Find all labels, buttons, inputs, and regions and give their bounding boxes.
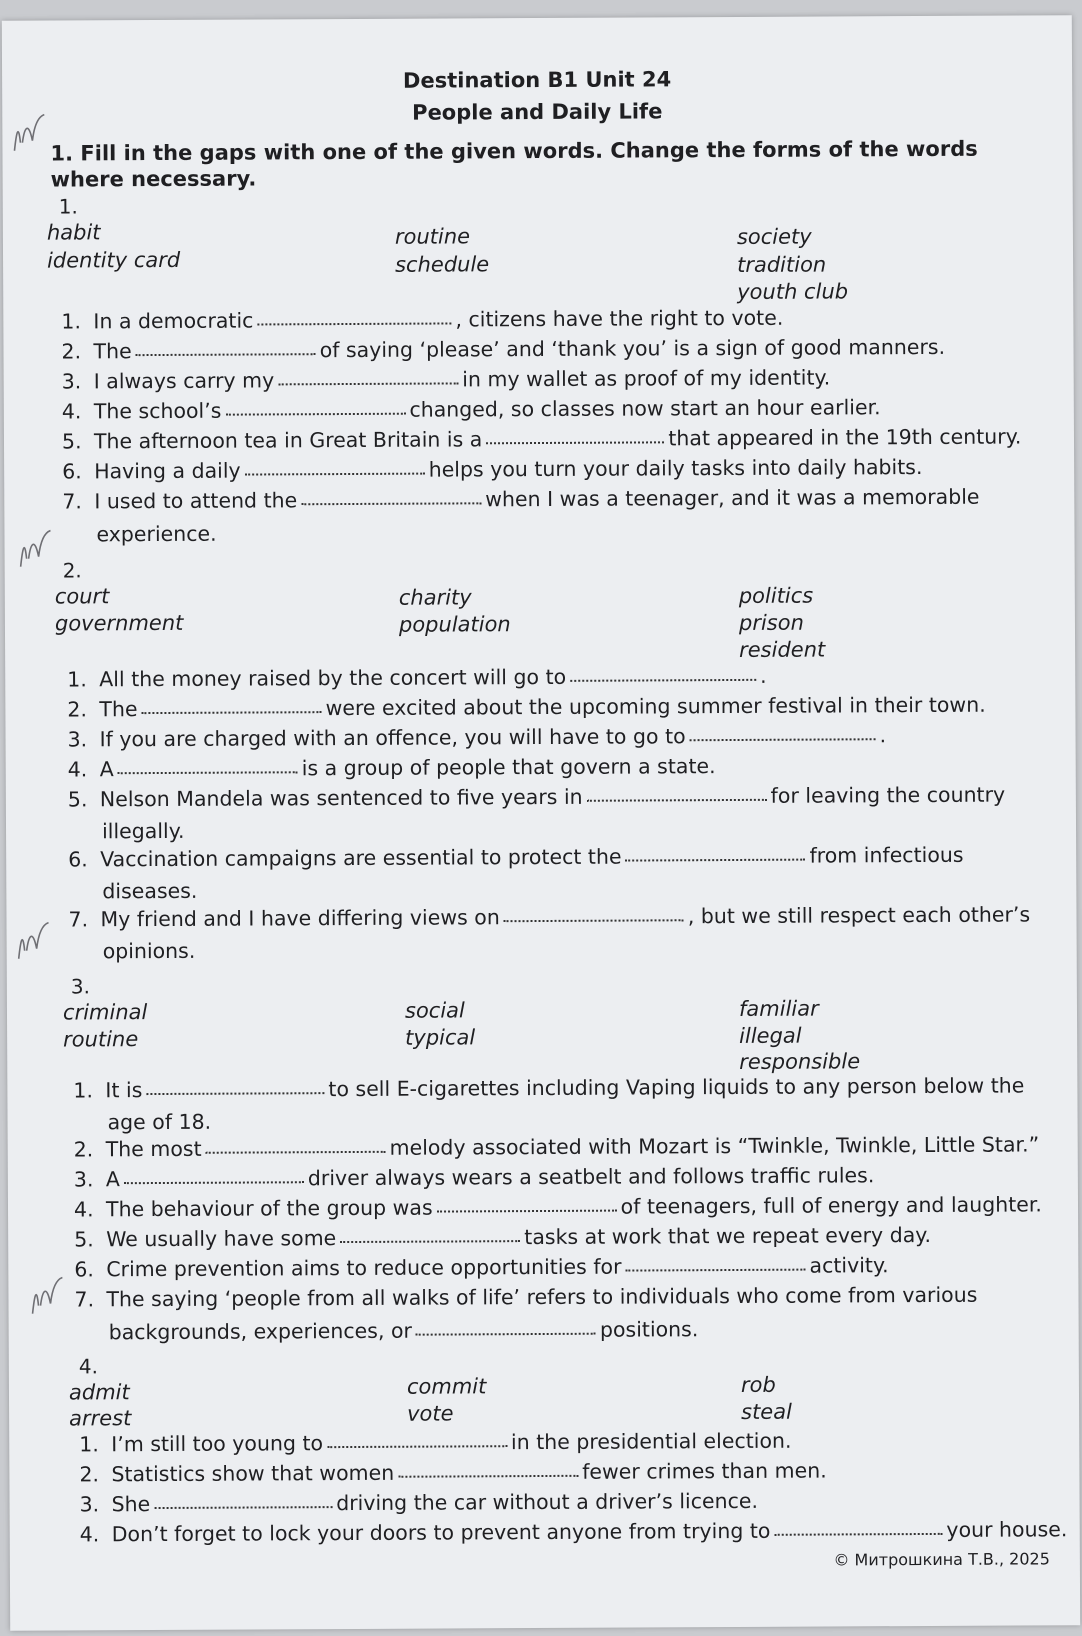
sentence-text-after: , citizens have the right to vote.: [455, 305, 784, 332]
sentence-number: 4.: [73, 1197, 94, 1222]
task-instruction: 1. Fill in the gaps with one of the given words. Change the forms of the words where necessary.: [50, 136, 978, 192]
answer-gap[interactable]: [327, 1445, 507, 1448]
sentence-text-after: in the presidential election.: [510, 1428, 792, 1455]
word-bank-item: responsible: [739, 1049, 861, 1074]
section-number: 3.: [70, 974, 91, 999]
sentence-continuation: experience.: [96, 521, 217, 547]
sentence-number: 2.: [61, 339, 82, 364]
answer-gap[interactable]: [206, 1151, 386, 1154]
sentence: [79, 1487, 758, 1520]
sentence-text-before: Nelson Mandela was sentenced to five years in: [99, 784, 583, 812]
answer-gap[interactable]: [154, 1506, 332, 1509]
answer-gap[interactable]: [124, 1181, 304, 1184]
section-number: 2.: [62, 558, 82, 583]
word-bank-item: charity: [398, 585, 472, 610]
word-bank-item: tradition: [737, 252, 827, 277]
sentence-number: 6.: [74, 1257, 94, 1282]
sentence-text-before: I always carry my: [93, 368, 275, 394]
sentence-text-after: changed, so classes now start an hour earlier.: [409, 395, 881, 422]
worksheet-subtitle: People and Daily Life: [412, 99, 663, 125]
sentence-text-before: She: [111, 1492, 151, 1517]
word-bank-item: admit: [68, 1380, 130, 1405]
sentence: [67, 662, 767, 695]
answer-gap[interactable]: [146, 1092, 324, 1095]
sentence: [62, 363, 831, 396]
sentence: [67, 691, 985, 725]
sentence: [74, 1130, 1040, 1164]
sentence-text-after: when I was a teenager, and it was a memorable: [485, 484, 980, 512]
word-bank-item: identity card: [46, 247, 181, 273]
sentence: [61, 333, 945, 367]
sentence: [79, 1457, 826, 1490]
sentence-number: 7.: [74, 1287, 95, 1312]
sentence: [74, 1251, 888, 1284]
answer-gap[interactable]: [142, 711, 322, 714]
worksheet-page: [2, 15, 1080, 1631]
answer-gap[interactable]: [136, 353, 316, 356]
word-bank-item: government: [54, 610, 184, 636]
sentence-text-before: The: [93, 339, 132, 364]
sentence-text-after: , but we still respect each other’s: [687, 902, 1031, 929]
answer-gap[interactable]: [225, 413, 405, 416]
sentence-text-after: were excited about the upcoming summer festival in their town.: [325, 692, 986, 721]
sentence: [61, 304, 783, 337]
sentence-text-before: I used to attend the: [94, 488, 298, 514]
answer-gap[interactable]: [486, 441, 664, 444]
sentence-text-after: driver always wears a seatbelt and follows traffic rules.: [307, 1163, 875, 1191]
sentence-text-before: We usually have some: [106, 1226, 337, 1252]
sentence-text-after: your house.: [946, 1517, 1068, 1542]
sentence-text-before: Statistics show that women: [111, 1460, 395, 1487]
sentence-number: 2.: [67, 697, 88, 722]
word-bank-item: social: [404, 998, 465, 1023]
answer-gap[interactable]: [257, 322, 451, 325]
sentence: [68, 900, 1030, 934]
sentence-number: 1.: [61, 309, 81, 334]
sentence: [80, 1515, 1068, 1549]
sentence-text-before: Crime prevention aims to reduce opportunities for: [106, 1254, 622, 1282]
sentence-text-before: backgrounds, experiences, or: [108, 1318, 413, 1345]
sentence-text-after: of teenagers, full of energy and laughter.: [620, 1192, 1042, 1219]
word-bank-item: vote: [407, 1401, 454, 1426]
sentence-text-before: The behaviour of the group was: [105, 1195, 433, 1222]
sentence: [73, 1071, 1024, 1105]
sentence-number: 3.: [67, 727, 88, 752]
sentence-number: 5.: [61, 429, 82, 454]
sentence-text-before: The: [99, 697, 138, 722]
sentence-continuation: diseases.: [102, 878, 198, 904]
sentence: [74, 1221, 931, 1254]
sentence-number: 4.: [79, 1522, 100, 1547]
answer-gap[interactable]: [245, 473, 425, 476]
sentence: [79, 1427, 791, 1460]
sentence-text-after: melody associated with Mozart is “Twinkle, Twinkle, Little Star.”: [389, 1132, 1040, 1160]
sentence-text-before: The saying ‘people from all walks of life’ refers to individuals who come from various: [106, 1282, 978, 1312]
answer-gap[interactable]: [416, 1333, 596, 1336]
sentence: [74, 1161, 875, 1194]
sentence: [62, 483, 979, 517]
sentence-text-after: activity.: [809, 1253, 889, 1278]
sentence: [62, 422, 1022, 456]
sentence-number: 6.: [62, 459, 82, 484]
sentence-text-after: driving the car without a driver’s licence.: [336, 1488, 759, 1516]
sentence-number: 7.: [68, 907, 89, 932]
answer-gap[interactable]: [437, 1210, 617, 1213]
word-bank-item: familiar: [738, 996, 819, 1021]
section-number: 1.: [58, 194, 78, 219]
sentence-text-before: It is: [105, 1078, 143, 1103]
sentence: [62, 453, 922, 487]
sentence-text-before: All the money raised by the concert will go to: [99, 664, 567, 692]
word-bank-item: criminal: [62, 1000, 148, 1025]
sentence-text-after: .: [760, 663, 767, 688]
sentence: [68, 781, 1005, 815]
sentence-number: 3.: [73, 1167, 94, 1192]
sentence-text-after: of saying ‘please’ and ‘thank you’ is a sign of good manners.: [319, 334, 946, 363]
word-bank-item: habit: [46, 220, 101, 245]
sentence-text-after: to sell E-cigarettes including Vaping liquids to any person below the: [328, 1073, 1025, 1102]
sentence-text-after: in my wallet as proof of my identity.: [462, 365, 831, 392]
sentence-number: 6.: [68, 847, 88, 872]
sentence-text-before: The most: [105, 1136, 202, 1162]
sentence-continuation: age of 18.: [107, 1109, 212, 1135]
word-bank-item: commit: [406, 1374, 487, 1399]
sentence-number: 4.: [67, 757, 88, 782]
sentence: [74, 1281, 977, 1315]
sentence-continuation: opinions.: [102, 938, 196, 964]
answer-gap[interactable]: [301, 502, 481, 505]
sentence: [67, 721, 886, 754]
sentence: [74, 1190, 1042, 1224]
sentence-continuation: [109, 1317, 699, 1344]
sentence-text-before: Don’t forget to lock your doors to prevent anyone from trying to: [111, 1518, 771, 1547]
sentence-number: 7.: [62, 489, 82, 514]
pencil-mark-3: [15, 921, 55, 961]
word-bank-item: steal: [741, 1399, 792, 1424]
word-bank-item: illegal: [739, 1023, 802, 1048]
sentence-number: 2.: [79, 1462, 100, 1487]
answer-gap[interactable]: [504, 919, 684, 922]
pencil-mark-2: [16, 529, 56, 569]
sentence: [68, 841, 963, 875]
sentence-text-before: A: [99, 757, 114, 782]
sentence-text-before: Vaccination campaigns are essential to protect the: [100, 844, 622, 872]
sentence-text-before: My friend and I have differing views on: [100, 905, 500, 932]
word-bank-item: prison: [738, 610, 804, 635]
copyright-footer: © Митрошкина Т.В., 2025: [833, 1549, 1050, 1570]
sentence: [68, 752, 716, 784]
word-bank-item: population: [398, 612, 511, 637]
sentence-number: 5.: [74, 1227, 94, 1252]
word-bank-item: society: [736, 224, 812, 249]
sentence-continuation: illegally.: [101, 818, 185, 844]
sentence-text-after: .: [879, 723, 887, 748]
pencil-mark-4: [28, 1275, 68, 1315]
word-bank-item: arrest: [69, 1406, 132, 1431]
sentence-text-before: I’m still too young to: [111, 1431, 324, 1457]
sentence-text-before: The afternoon tea in Great Britain is a: [93, 427, 483, 454]
sentence-text-after: helps you turn your daily tasks into daily habits.: [428, 454, 923, 482]
sentence-number: 5.: [67, 787, 88, 812]
word-bank-item: schedule: [395, 252, 490, 277]
sentence-text-after: is a group of people that govern a state.: [301, 754, 716, 781]
answer-gap[interactable]: [626, 1269, 806, 1272]
sentence-number: 2.: [73, 1137, 94, 1162]
sentence-text-before: A: [105, 1167, 120, 1192]
pencil-mark-1: [10, 113, 50, 153]
sentence-number: 3.: [61, 369, 82, 394]
word-bank-item: rob: [740, 1372, 776, 1397]
word-bank-item: resident: [739, 637, 826, 662]
answer-gap[interactable]: [340, 1240, 520, 1243]
section-number: 4.: [78, 1354, 98, 1379]
word-bank-item: routine: [63, 1027, 139, 1052]
word-bank-item: court: [54, 584, 110, 609]
sentence-number: 4.: [61, 399, 82, 424]
sentence-text-before: In a democratic: [93, 308, 254, 334]
word-bank-item: youth club: [737, 279, 849, 304]
sentence-text-after: that appeared in the 19th century.: [668, 424, 1022, 451]
answer-gap[interactable]: [626, 859, 806, 862]
worksheet-title: Destination B1 Unit 24: [402, 67, 672, 93]
answer-gap[interactable]: [587, 799, 767, 802]
word-bank-item: typical: [405, 1025, 476, 1050]
answer-gap[interactable]: [118, 771, 298, 774]
sentence-text-after: from infectious: [809, 842, 964, 868]
answer-gap[interactable]: [570, 679, 756, 682]
word-bank-item: routine: [394, 224, 471, 249]
sentence-text-after: positions.: [599, 1317, 699, 1342]
sentence-text-after: fewer crimes than men.: [582, 1458, 827, 1484]
sentence-number: 1.: [73, 1078, 94, 1103]
sentence-text-before: The school’s: [93, 398, 222, 424]
sentence: [62, 393, 881, 426]
answer-gap[interactable]: [398, 1475, 578, 1478]
sentence-text-after: tasks at work that we repeat every day.: [524, 1222, 932, 1250]
sentence-number: 1.: [67, 667, 87, 692]
sentence-text-before: Having a daily: [94, 458, 241, 484]
answer-gap[interactable]: [690, 738, 876, 741]
answer-gap[interactable]: [278, 382, 458, 385]
sentence-text-after: for leaving the country: [770, 782, 1006, 808]
sentence-number: 1.: [79, 1432, 99, 1457]
answer-gap[interactable]: [774, 1533, 942, 1536]
sentence-text-before: If you are charged with an offence, you will have to go to: [99, 724, 686, 752]
sentence-number: 3.: [79, 1492, 100, 1517]
word-bank-item: politics: [738, 583, 814, 608]
